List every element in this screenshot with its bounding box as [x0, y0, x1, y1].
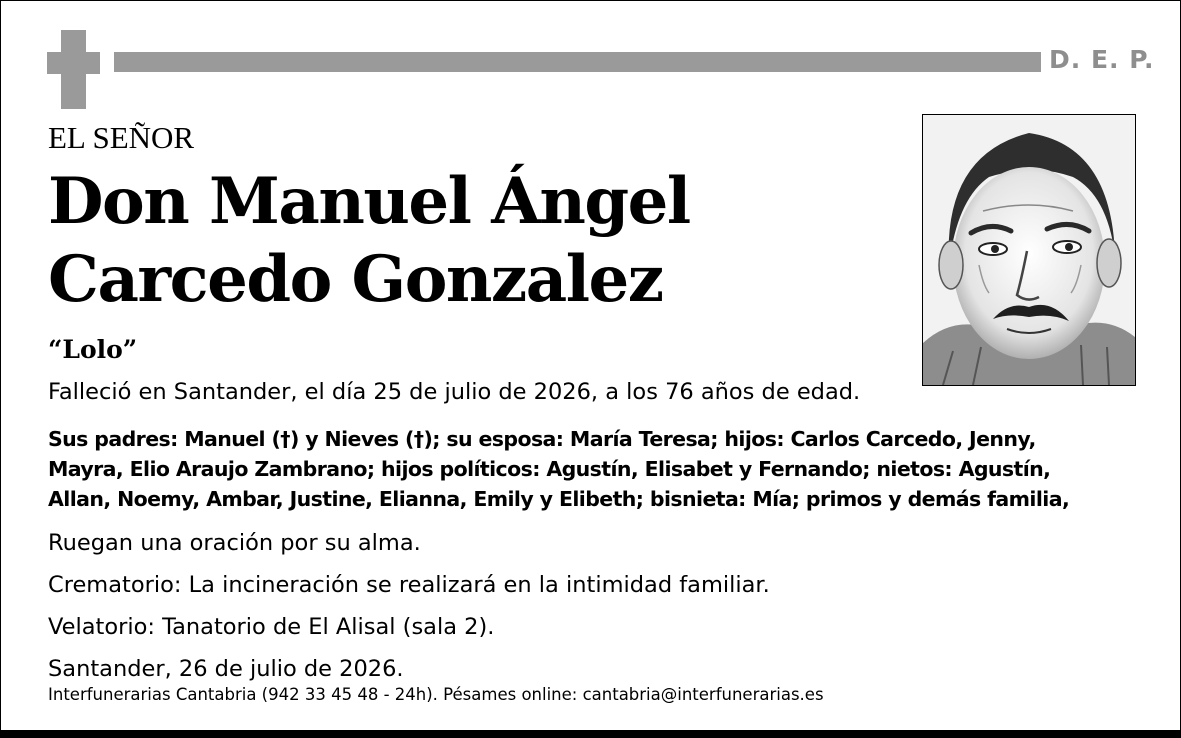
bottom-border — [1, 730, 1180, 737]
deceased-name — [48, 163, 690, 319]
header-rule — [114, 52, 1041, 72]
honorific: EL SEÑOR — [48, 120, 195, 155]
wake-info: Velatorio: Tanatorio de El Alisal (sala 2). — [48, 614, 495, 640]
dep-label: D. E. P. — [1049, 45, 1155, 74]
family-line-1: Sus padres: Manuel (†) y Nieves (†); su esposa: María Teresa; hijos: Carlos Carcedo, Jenny, — [48, 427, 1036, 451]
portrait-illustration — [923, 115, 1135, 385]
family-line-3: Allan, Noemy, Ambar, Justine, Elianna, Emily y Elibeth; bisnieta: Mía; primos y demás familia, — [48, 487, 1070, 511]
nickname: “Lolo” — [48, 335, 138, 364]
prayer-request: Ruegan una oración por su alma. — [48, 530, 421, 556]
place-date: Santander, 26 de julio de 2026. — [48, 656, 404, 682]
funeral-home-contact: Interfunerarias Cantabria (942 33 45 48 - 24h). Pésames online: cantabria@interfunerarias.es — [48, 685, 824, 704]
family-line-2: Mayra, Elio Araujo Zambrano; hijos políticos: Agustín, Elisabet y Fernando; nietos: Agustín, — [48, 457, 1051, 481]
name-line-1: Don Manuel Ángel — [48, 164, 690, 239]
family-list — [48, 424, 1138, 514]
portrait-photo — [922, 114, 1136, 386]
death-statement: Falleció en Santander, el día 25 de julio de 2026, a los 76 años de edad. — [48, 379, 861, 405]
name-line-2: Carcedo Gonzalez — [48, 242, 663, 317]
cross-icon — [47, 30, 100, 109]
crematorium-info: Crematorio: La incineración se realizará en la intimidad familiar. — [48, 572, 770, 598]
